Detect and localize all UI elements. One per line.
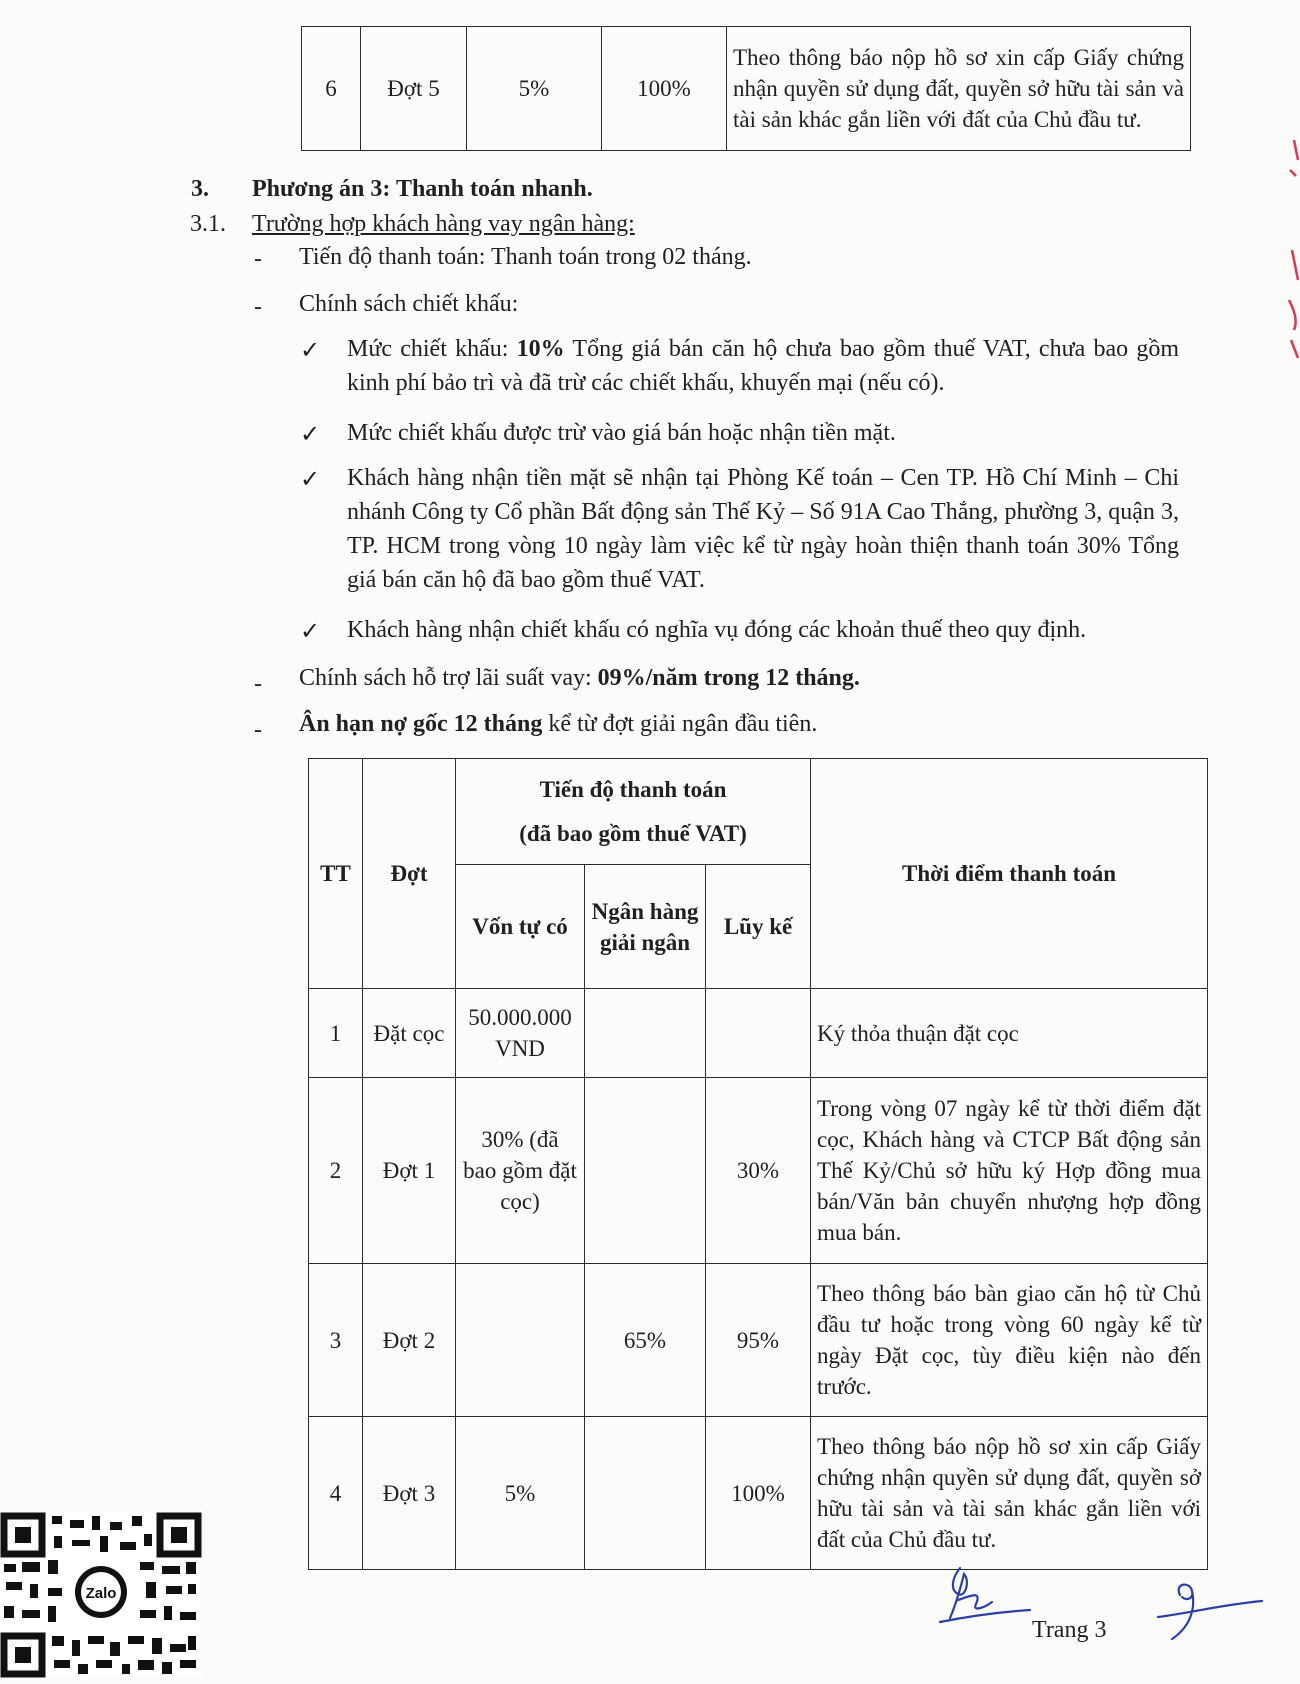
table-row [302,27,1191,151]
grace-bold: Ân hạn nợ gốc 12 tháng [299,711,543,737]
check-item-deduction: Mức chiết khấu được trừ vào giá bán hoặc nhận tiền mặt. [347,420,896,446]
cell-dot: Đợt 5 [361,27,467,151]
table-row [309,1264,1208,1417]
grace-item [299,707,817,741]
cell-timing: Theo thông báo nộp hồ sơ xin cấp Giấy chứng nhận quyền sử dụng đất, quyền sở hữu tài sản và tài sản khác gắn liền với đất của Chủ đầu tư. [811,1417,1208,1570]
cell-cum: 30% [706,1078,811,1264]
header-timing: Thời điểm thanh toán [811,759,1208,989]
cell-own [456,1264,585,1417]
check-icon: ✓ [300,338,321,364]
cell-tt: 3 [309,1264,363,1417]
header-progress-line2: (đã bao gồm thuế VAT) [519,820,747,846]
cell-tt: 2 [309,1078,363,1264]
qr-code [0,1510,202,1679]
cell-tt: 1 [309,989,363,1078]
payment-schedule-table [308,758,1208,1570]
header-tt: TT [309,759,363,989]
table-row [309,1078,1208,1264]
interest-label: Chính sách hỗ trợ lãi suất vay: [299,665,598,691]
cell-timing: Trong vòng 07 ngày kể từ thời điểm đặt cọc, Khách hàng và CTCP Bất động sản Thế Kỷ/Chủ sở hữu ký Hợp đồng mua bán/Văn bản chuyển nhượng hợp đồng mua bán. [811,1078,1208,1264]
cell-bank [585,989,706,1078]
dash-marker: - [254,294,262,320]
check-item-tax: Khách hàng nhận chiết khấu có nghĩa vụ đóng các khoản thuế theo quy định. [347,617,1087,643]
dash-marker: - [254,717,262,743]
discount-policy-item: Chính sách chiết khấu: [299,291,519,317]
cell-own: 50.000.000 VND [456,989,585,1078]
interest-item [299,661,860,695]
check-icon: ✓ [300,467,321,493]
cell-cum: 95% [706,1264,811,1417]
cell-tt: 4 [309,1417,363,1570]
check1-rest: Tổng giá bán căn hộ chưa bao gồm thuế VAT, chưa bao gồm kinh phí bảo trì và đã trừ các chiết khấu, khuyến mại (nếu có). [347,336,1179,396]
cell-percent: 5% [467,27,602,151]
cell-own: 30% (đã bao gồm đặt cọc) [456,1078,585,1264]
cell-cumulative: 100% [602,27,727,151]
table-header-row [309,759,1208,865]
cell-dot: Đợt 1 [363,1078,456,1264]
dash-marker: - [254,671,262,697]
signature-left-icon [930,1560,1040,1630]
header-own-capital: Vốn tự có [456,865,585,989]
cell-timing: Theo thông báo bàn giao căn hộ từ Chủ đầu tư hoặc trong vòng 60 ngày kể từ ngày Đặt cọc, tùy điều kiện nào đến trước. [811,1264,1208,1417]
cell-own: 5% [456,1417,585,1570]
cell-cum: 100% [706,1417,811,1570]
cell-dot: Đợt 2 [363,1264,456,1417]
cell-timing: Ký thỏa thuận đặt cọc [811,989,1208,1078]
check-item-cash: Khách hàng nhận tiền mặt sẽ nhận tại Phòng Kế toán – Cen TP. Hồ Chí Minh – Chi nhánh Công ty Cổ phần Bất động sản Thế Kỷ – Số 91A Cao Thắng, phường 3, quận 3, TP. HCM trong vòng 10 ngày làm việc kể từ ngày hoàn thiện thanh toán 30% Tổng giá bán căn hộ đã bao gồm thuế VAT. [347,465,1179,593]
header-progress [456,759,811,865]
check1-bold: 10% [516,336,565,362]
cell-timing: Theo thông báo nộp hồ sơ xin cấp Giấy chứng nhận quyền sử dụng đất, quyền sở hữu tài sản và tài sản khác gắn liền với đất của Chủ đầu tư. [727,27,1191,151]
cell-dot: Đặt cọc [363,989,456,1078]
signature-right-icon [1150,1575,1270,1645]
cell-cum [706,989,811,1078]
header-bank: Ngân hàng giải ngân [585,865,706,989]
red-stamp-mark-icon [1286,130,1300,360]
section-title: Phương án 3: Thanh toán nhanh. [252,176,593,202]
qr-logo-text: Zalo [85,1585,117,1602]
header-cumulative: Lũy kế [706,865,811,989]
table-row [309,989,1208,1078]
header-progress-line1: Tiến độ thanh toán [539,776,727,802]
table-row [309,1417,1208,1570]
check-item-discount-rate [347,332,1179,400]
subsection-number: 3.1. [190,211,226,237]
cell-dot: Đợt 3 [363,1417,456,1570]
cell-tt: 6 [302,27,361,151]
page-number: Trang 3 [1032,1617,1107,1643]
progress-item: Tiến độ thanh toán: Thanh toán trong 02 tháng. [299,244,752,270]
interest-bold: 09%/năm trong 12 tháng. [597,665,860,691]
check-icon: ✓ [300,422,321,448]
cell-bank: 65% [585,1264,706,1417]
header-dot: Đợt [363,759,456,989]
top-table [301,26,1191,151]
cell-bank [585,1078,706,1264]
section-number: 3. [191,176,209,202]
dash-marker: - [254,246,262,272]
check1-label: Mức chiết khấu: [347,336,517,362]
qr-code-icon [0,1510,202,1679]
cell-bank [585,1417,706,1570]
subsection-title: Trường hợp khách hàng vay ngân hàng: [252,211,635,237]
check-icon: ✓ [300,619,321,645]
grace-rest: kể từ đợt giải ngân đầu tiên. [542,711,818,737]
